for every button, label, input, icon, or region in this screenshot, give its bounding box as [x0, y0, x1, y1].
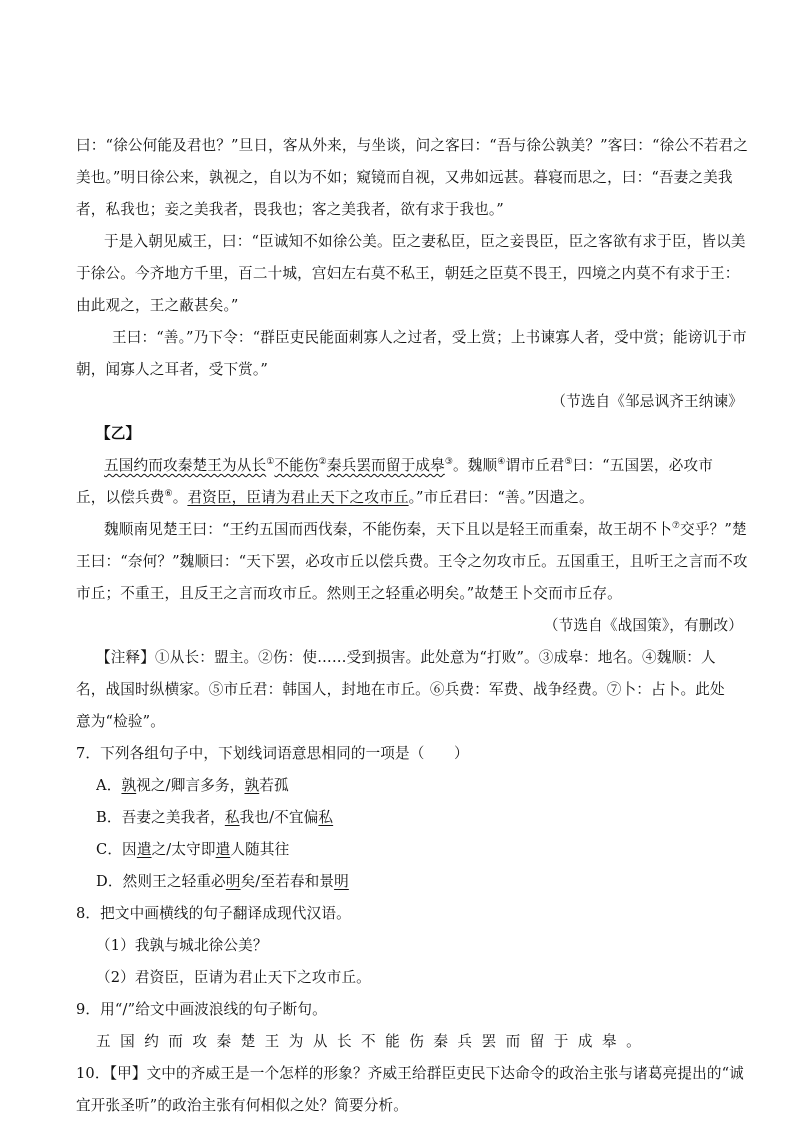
yi-line: [104, 518, 784, 542]
note-marker: ⑤: [564, 457, 573, 467]
yi-text: 谓市丘君: [505, 457, 565, 474]
option-text: 人随其往: [230, 841, 290, 858]
jia-line: 于是入朝见威王，曰：“臣诚知不如徐公美。臣之妻私臣，臣之妾畏臣，臣之客欲有求于臣，皆以美: [104, 233, 746, 250]
jia-line: 于徐公。今齐地方千里，百二十城，宫妇左右莫不私王，朝廷之臣莫不畏王，四境之内莫不有求于王：: [76, 265, 740, 282]
yi-text: 。”市丘君曰：“善。”因遣之。: [408, 489, 594, 506]
note-marker: ②: [318, 457, 327, 467]
q7-option-a[interactable]: [96, 774, 776, 798]
underlined-sentence: 君资臣，臣请为君止天下之攻市丘: [187, 489, 409, 506]
option-text: 之/太守即: [151, 841, 216, 858]
q7-option-d[interactable]: [96, 870, 776, 894]
option-text: A．: [96, 777, 122, 794]
yi-text: 曰：“五国罢，必攻市: [572, 457, 713, 474]
jia-line: 美也。”明日徐公来，孰视之，自以为不如；窥镜而自视，又弗如远甚。暮寝而思之，曰：“吾妻之美我: [76, 169, 733, 186]
wavy-sentence-part: 五国约而攻秦楚王为从长: [104, 457, 267, 474]
jia-line: 朝，闻寡人之耳者，受下赏。”: [76, 361, 268, 378]
jia-line: 曰：“徐公何能及君也？”旦日，客从外来，与坐谈，问之客曰：“吾与徐公孰美？”客曰：“徐公不若君之: [76, 137, 749, 154]
yi-text: 。魏顺: [453, 457, 498, 474]
underlined-word: 遣: [136, 841, 152, 858]
notes-line: 意为“检验”。: [76, 713, 165, 730]
q9-sentence: 五国约而攻秦楚王为从长不能伤秦兵罢而留于成皋。: [96, 1033, 651, 1050]
option-text: 若孤: [259, 777, 289, 794]
wavy-sentence-part: 秦兵罢而留于成皋: [326, 457, 445, 474]
passage-ref: 【甲】: [109, 1065, 147, 1082]
wavy-sentence-part: 不能伤: [274, 457, 319, 474]
note-marker: ①: [266, 457, 275, 467]
yi-line: [76, 486, 756, 510]
jia-source: （节选自《邹忌讽齐王纳谏》: [551, 393, 743, 410]
jia-line: 者，私我也；妾之美我者，畏我也；客之美我者，欲有求于我也。”: [76, 201, 504, 218]
yi-heading: 【乙】: [96, 425, 141, 442]
option-text: 矣/至若春和景: [240, 873, 335, 890]
yi-text: 交乎？”楚: [680, 521, 747, 538]
question-text: 文中的齐威王是一个怎样的形象？齐威王给群臣吏民下达命令的政治主张与诸葛亮提出的“诚: [146, 1065, 744, 1082]
notes-line: 【注释】①从长：盟主。②伤：使……受到损害。此处意为“打败”。③成皋：地名。④魏顺：人: [96, 649, 716, 666]
yi-line: 市丘；不重王，且反王之言而攻市丘。然则王之轻重必明矣。”故楚王卜交而市丘存。: [76, 585, 622, 602]
question-8-stem: 8．把文中画横线的句子翻译成现代汉语。: [76, 905, 351, 922]
option-text: D．然则王之轻重必: [96, 873, 226, 890]
note-marker: ⑦: [671, 521, 681, 531]
yi-text: 丘，以偿兵费: [76, 489, 165, 506]
yi-line: [104, 454, 784, 478]
underlined-word: 私: [224, 809, 240, 826]
option-text: 视之/卿言多务，: [136, 777, 245, 794]
q7-option-c[interactable]: [96, 838, 776, 862]
yi-line: 王曰：“奈何？”魏顺曰：“天下罢，必攻市丘以偿兵费。王令之勿攻市丘。五国重王，且听王之言而不攻: [76, 553, 748, 570]
underlined-word: 明: [334, 873, 349, 890]
underlined-word: 私: [318, 809, 334, 826]
question-10-stem: [76, 1062, 756, 1086]
note-marker: ③: [444, 457, 454, 467]
option-text: 我也/不宜偏: [239, 809, 319, 826]
question-number: 10．: [76, 1065, 110, 1082]
option-text: C．因: [96, 841, 137, 858]
notes-line: 名，战国时纵横家。⑤市丘君：韩国人，封地在市丘。⑥兵费：军费、战争经费。⑦卜：占卜。此处: [76, 681, 725, 698]
q7-option-b[interactable]: [96, 806, 776, 830]
jia-line: 王曰：“善。”乃下令：“群臣吏民能面刺寡人之过者，受上赏；上书谏寡人者，受中赏；能谤讥于市: [112, 329, 747, 346]
underlined-word: 孰: [121, 777, 137, 794]
underlined-word: 孰: [244, 777, 260, 794]
underlined-word: 明: [225, 873, 241, 890]
q8-sub-2: （2）君资臣，臣请为君止天下之攻市丘。: [96, 969, 371, 986]
question-7-stem: 7．下列各组句子中，下划线词语意思相同的一项是（ ）: [76, 745, 469, 762]
underlined-word: 遣: [215, 841, 231, 858]
option-text: B．吾妻之美我者，: [96, 809, 225, 826]
question-10-stem-cont: 宜开张圣听”的政治主张有何相似之处？简要分析。: [76, 1097, 408, 1114]
note-marker: ④: [497, 457, 506, 467]
note-marker: ⑥: [164, 489, 173, 499]
question-9-stem: 9．用“/”给文中画波浪线的句子断句。: [76, 1001, 327, 1018]
yi-text: 魏顺南见楚王曰：“王约五国而西伐秦，不能伤秦，天下且以是轻王而重秦，故王胡不卜: [104, 521, 672, 538]
jia-line: 由此观之，王之蔽甚矣。”: [76, 297, 239, 314]
q8-sub-1: （1）我孰与城北徐公美？: [96, 937, 268, 954]
yi-source: （节选自《战国策》，有删改）: [543, 617, 743, 634]
yi-text: 。: [172, 489, 188, 506]
